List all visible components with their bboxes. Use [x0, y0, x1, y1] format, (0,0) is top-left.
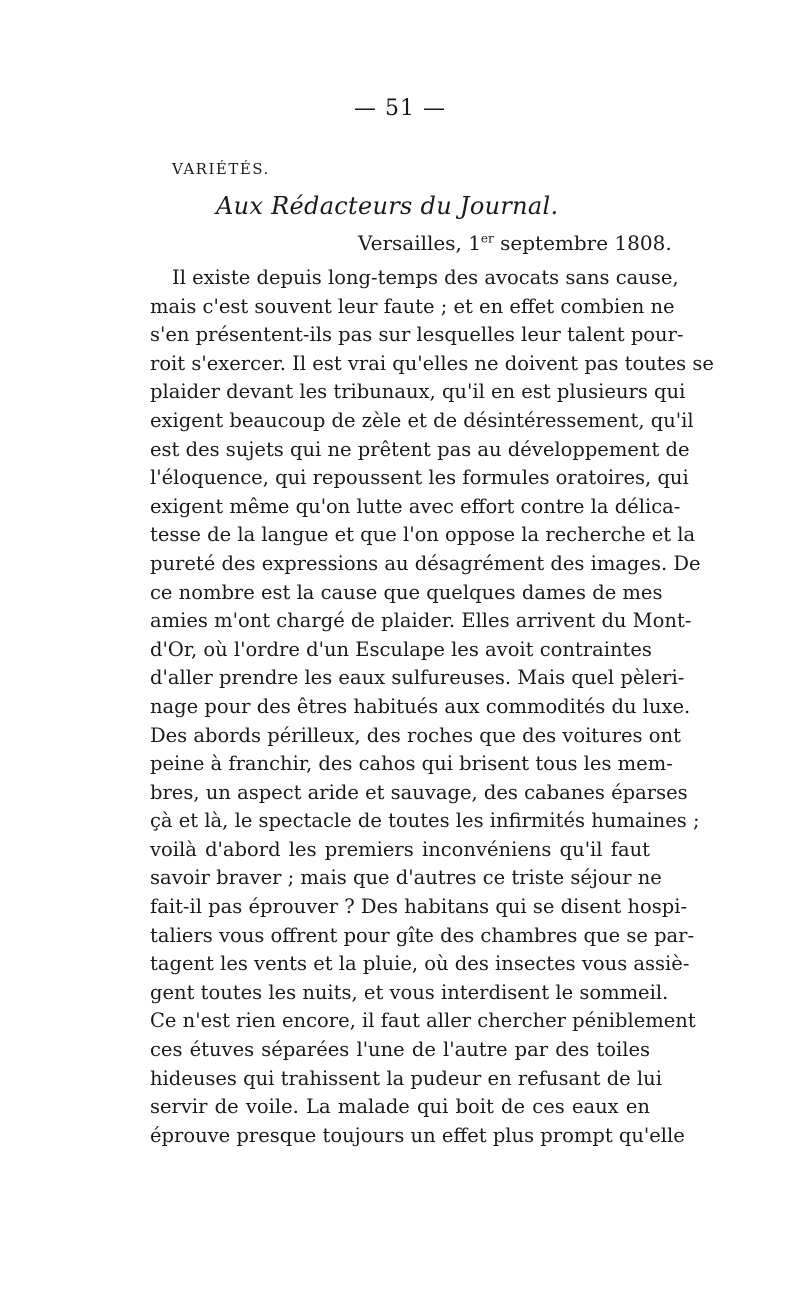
body-line: Des abords périlleux, des roches que des voitures ont — [150, 723, 681, 747]
body-line: ces étuves séparées l'une de l'autre par des toiles — [150, 1038, 650, 1062]
body-line: çà et là, le spectacle de toutes les infirmités humaines ; — [150, 809, 700, 833]
page-number: — 51 — — [354, 96, 446, 121]
body-line: éprouve presque toujours un effet plus prompt qu'elle — [150, 1123, 685, 1147]
body-line: voilà d'abord les premiers inconvéniens qu'il faut — [150, 837, 650, 861]
body-line: hideuses qui trahissent la pudeur en refusant de lui — [150, 1066, 662, 1090]
letter-title: Aux Rédacteurs du Journal. — [216, 192, 559, 220]
body-line: d'aller prendre les eaux sulfureuses. Mais quel pèleri- — [150, 666, 685, 690]
body-line: ce nombre est la cause que quelques dames de mes — [150, 580, 663, 604]
body-line: savoir braver ; mais que d'autres ce triste séjour ne — [150, 866, 662, 890]
body-line: exigent beaucoup de zèle et de désintéressement, qu'il — [150, 408, 694, 432]
body-line: exigent même qu'on lutte avec effort contre la délica- — [150, 494, 681, 518]
dateline-date: septembre 1808. — [493, 231, 672, 255]
body-line: plaider devant les tribunaux, qu'il en est plusieurs qui — [150, 380, 686, 404]
body-line: bres, un aspect aride et sauvage, des cabanes éparses — [150, 780, 688, 804]
body-line: tesse de la langue et que l'on oppose la recherche et la — [150, 523, 696, 547]
body-line: tagent les vents et la pluie, où des insectes vous assiè- — [150, 952, 690, 976]
letter-body — [150, 264, 714, 1150]
body-line: gent toutes les nuits, et vous interdisent le sommeil. — [150, 980, 669, 1004]
body-line: nage pour des êtres habitués aux commodités du luxe. — [150, 694, 691, 718]
body-line: taliers vous offrent pour gîte des chambres que se par- — [150, 923, 695, 947]
body-line: mais c'est souvent leur faute ; et en effet combien ne — [150, 294, 675, 318]
body-line: pureté des expressions au désagrément des images. De — [150, 551, 701, 575]
dateline-text: Versailles, 1 — [358, 231, 481, 255]
body-line: d'Or, où l'ordre d'un Esculape les avoit contraintes — [150, 637, 652, 661]
dateline-ordinal: er — [480, 231, 494, 246]
body-line: amies m'ont chargé de plaider. Elles arrivent du Mont- — [150, 609, 692, 633]
body-line: servir de voile. La malade qui boit de ces eaux en — [150, 1095, 650, 1119]
body-line: s'en présentent-ils pas sur lesquelles leur talent pour- — [150, 323, 684, 347]
section-heading: VARIÉTÉS. — [172, 160, 270, 178]
dateline — [358, 231, 672, 255]
body-line: peine à franchir, des cahos qui brisent tous les mem- — [150, 752, 673, 776]
body-line: Il existe depuis long-temps des avocats sans cause, — [172, 266, 679, 289]
body-line: fait-il pas éprouver ? Des habitans qui se disent hospi- — [150, 895, 688, 919]
body-line: roit s'exercer. Il est vrai qu'elles ne doivent pas toutes se — [150, 351, 714, 375]
body-line: Ce n'est rien encore, il faut aller chercher péniblement — [150, 1009, 696, 1033]
body-line: l'éloquence, qui repoussent les formules oratoires, qui — [150, 466, 689, 490]
body-line: est des sujets qui ne prêtent pas au développement de — [150, 437, 690, 461]
